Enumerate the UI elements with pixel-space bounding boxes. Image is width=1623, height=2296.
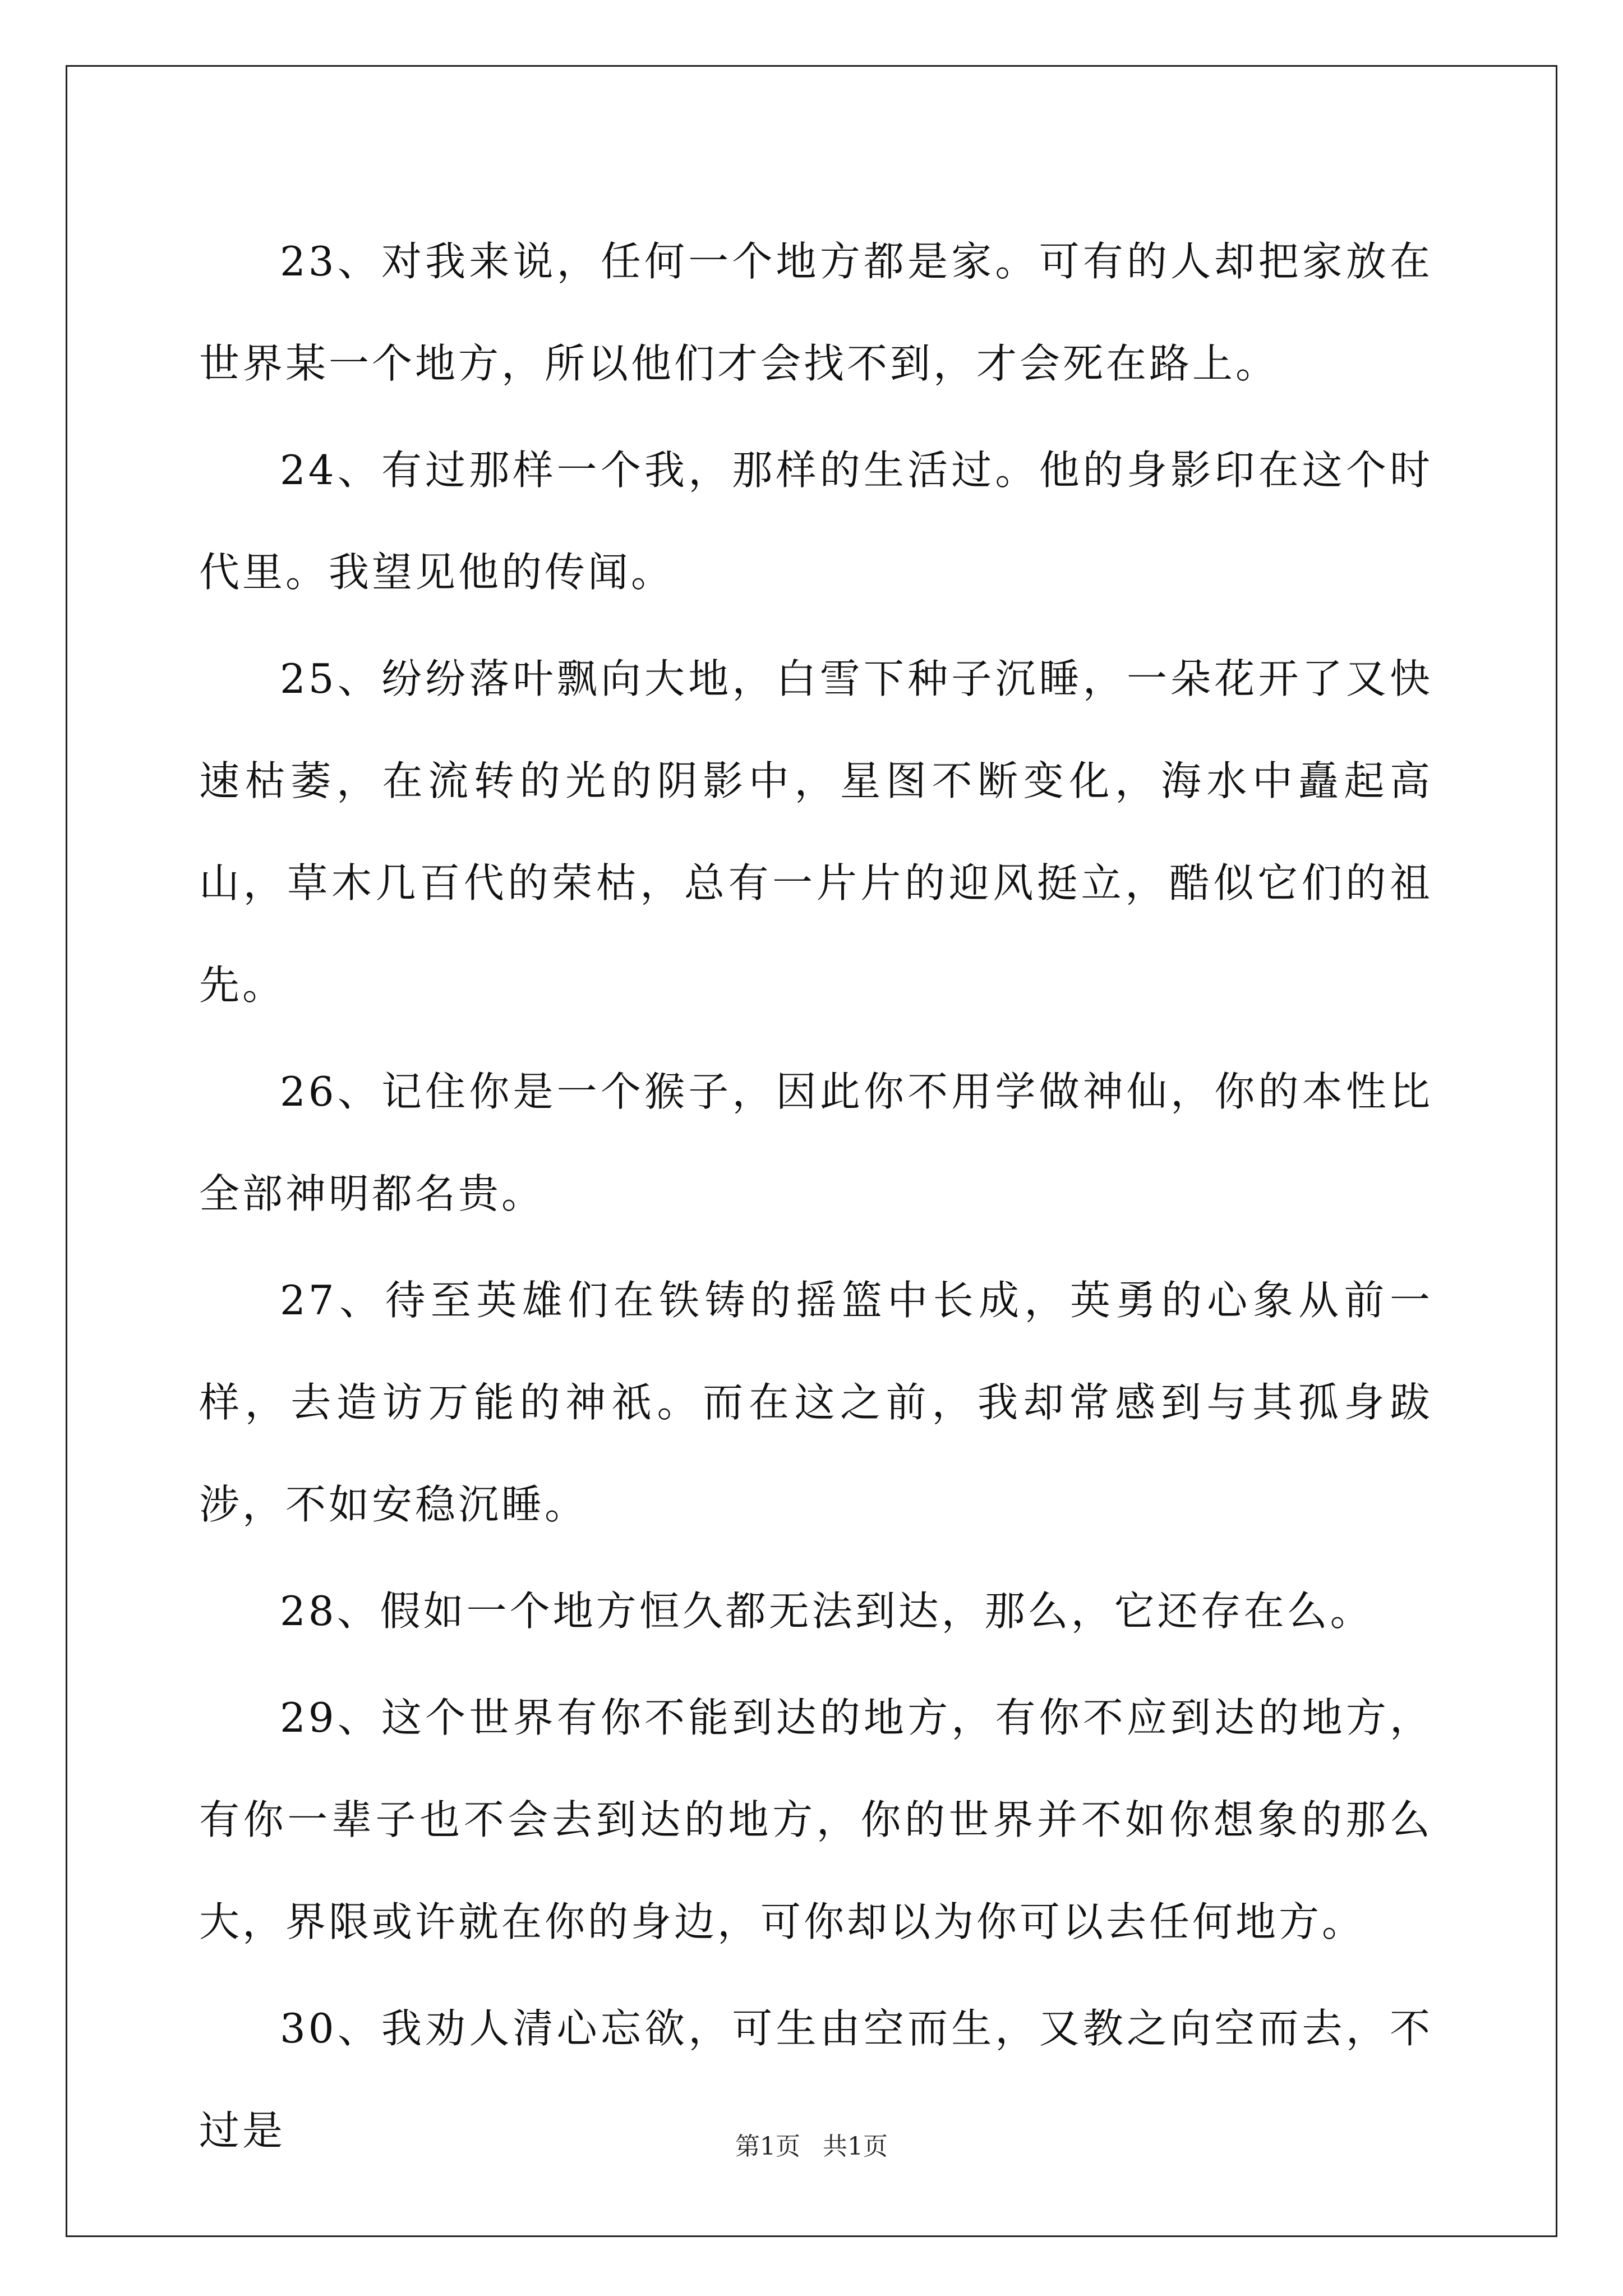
paragraph-25: 25、纷纷落叶飘向大地，白雪下种子沉睡，一朵花开了又快速枯萎，在流转的光的阴影中，星图不断变化，海水中矗起高山，草木几百代的荣枯，总有一片片的迎风挺立，酷似它们的祖先。 [199, 655, 1433, 1009]
paragraph-28: 28、假如一个地方恒久都无法到达，那么，它还存在么。 [280, 1588, 1373, 1635]
paragraph-23: 23、对我来说，任何一个地方都是家。可有的人却把家放在世界某一个地方，所以他们才会找不到，才会死在路上。 [199, 238, 1433, 387]
page-footer [0, 2126, 1623, 2162]
page-number-current: 第1页 [735, 2132, 800, 2161]
paragraph-24: 24、有过那样一个我，那样的生活过。他的身影印在这个时代里。我望见他的传闻。 [199, 447, 1433, 596]
paragraph-27: 27、待至英雄们在铁铸的摇篮中长成，英勇的心象从前一样，去造访万能的神祇。而在这之前，我却常感到与其孤身跋涉，不如安稳沉睡。 [199, 1277, 1433, 1528]
document-body [199, 210, 1433, 2182]
paragraph-29: 29、这个世界有你不能到达的地方，有你不应到达的地方，有你一辈子也不会去到达的地方，你的世界并不如你想象的那么大，界限或许就在你的身边，可你却以为你可以去任何地方。 [199, 1694, 1433, 1945]
paragraph-30: 30、我劝人清心忘欲，可生由空而生，又教之向空而去，不过是 [199, 2005, 1433, 2154]
paragraph-26: 26、记住你是一个猴子，因此你不用学做神仙，你的本性比全部神明都名贵。 [199, 1068, 1433, 1217]
page-number-total: 共1页 [823, 2132, 888, 2161]
